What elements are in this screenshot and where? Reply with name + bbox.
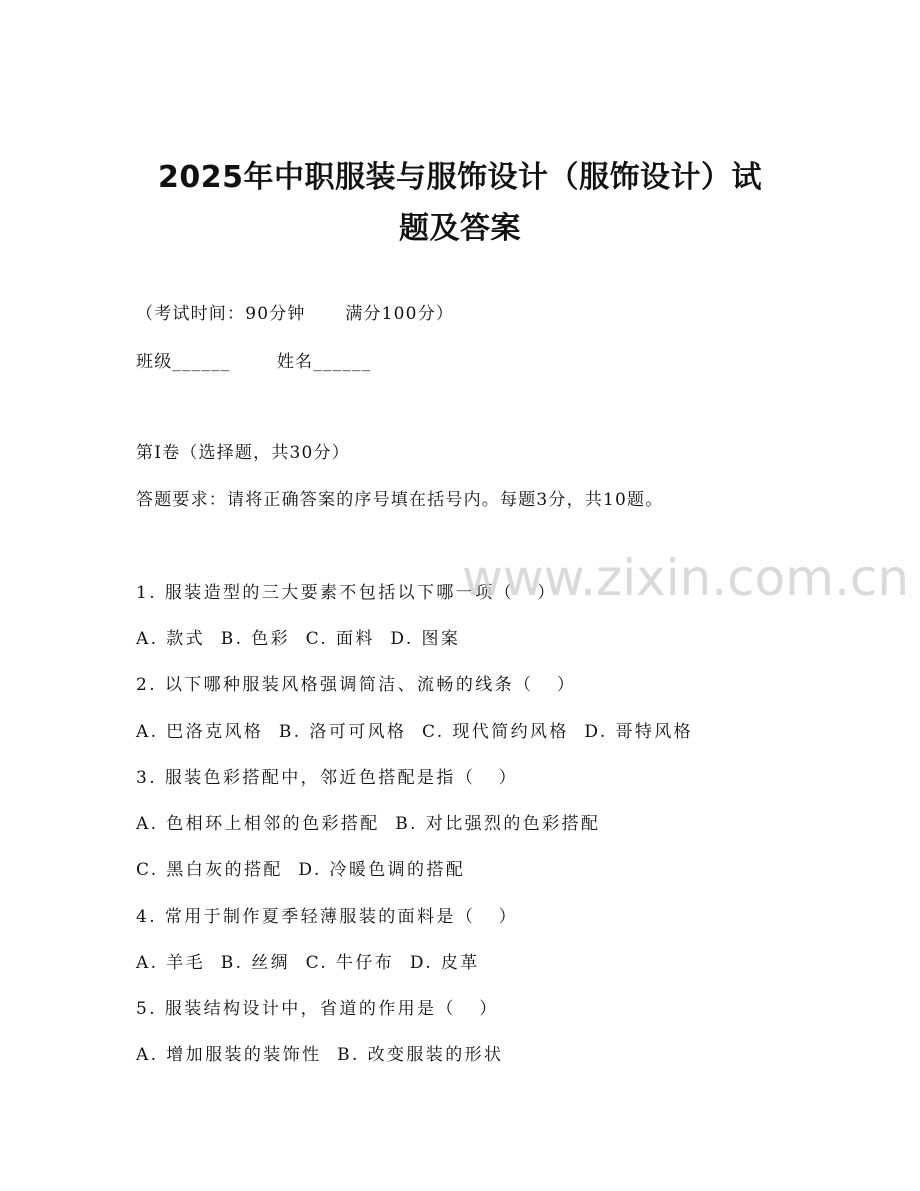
question-4-options: A. 羊毛 B. 丝绸 C. 牛仔布 D. 皮革 bbox=[136, 953, 480, 973]
question-1-stem: 1. 服装造型的三大要素不包括以下哪一项（ ） bbox=[136, 583, 557, 603]
document-title-line-1: 2025年中职服装与服饰设计（服饰设计）试 bbox=[158, 160, 762, 195]
question-5-stem: 5. 服装结构设计中，省道的作用是（ ） bbox=[136, 999, 499, 1019]
question-3-options-line-2: C. 黑白灰的搭配 D. 冷暖色调的搭配 bbox=[136, 860, 466, 880]
document-title-line-2: 题及答案 bbox=[399, 211, 521, 246]
question-3-stem: 3. 服装色彩搭配中，邻近色搭配是指（ ） bbox=[136, 768, 519, 788]
answer-instructions: 答题要求：请将正确答案的序号填在括号内。每题3分，共10题。 bbox=[136, 490, 664, 510]
question-3-options-line-1: A. 色相环上相邻的色彩搭配 B. 对比强烈的色彩搭配 bbox=[136, 814, 601, 834]
class-name-fields: 班级______ 姓名______ bbox=[136, 352, 372, 372]
question-1-options: A. 款式 B. 色彩 C. 面料 D. 图案 bbox=[136, 629, 461, 649]
exam-info: （考试时间：90分钟 满分100分） bbox=[136, 304, 455, 324]
watermark: www.zixin.com.cn bbox=[462, 549, 910, 607]
question-2-options: A. 巴洛克风格 B. 洛可可风格 C. 现代简约风格 D. 哥特风格 bbox=[136, 722, 694, 742]
question-5-options: A. 增加服装的装饰性 B. 改变服装的形状 bbox=[136, 1045, 504, 1065]
section-heading: 第I卷（选择题，共30分） bbox=[136, 443, 350, 463]
question-4-stem: 4. 常用于制作夏季轻薄服装的面料是（ ） bbox=[136, 907, 519, 927]
question-2-stem: 2. 以下哪种服装风格强调简洁、流畅的线条（ ） bbox=[136, 675, 577, 695]
